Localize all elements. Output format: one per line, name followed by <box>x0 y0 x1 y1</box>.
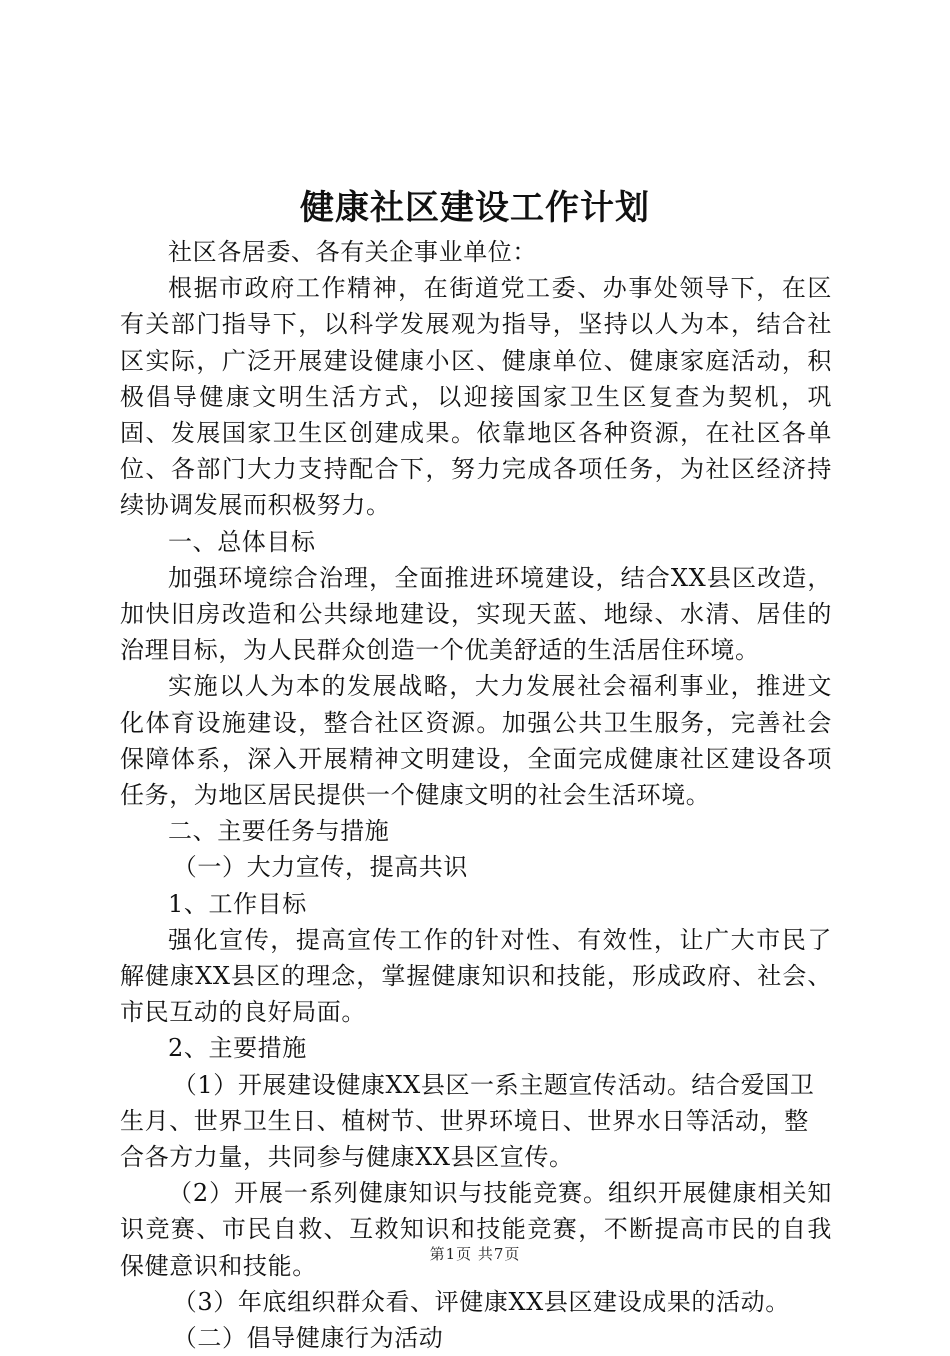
document-body <box>120 234 832 1356</box>
paragraph-intro: 根据市政府工作精神，在街道党工委、办事处领导下，在区有关部门指导下，以科学发展观为指导，坚持以人为本，结合社区实际，广泛开展建设健康小区、健康单位、健康家庭活动，积极倡导健康文明生活方式，以迎接国家卫生区复查为契机，巩固、发展国家卫生区创建成果。依靠地区各种资源，在社区各单位、各部门大力支持配合下，努力完成各项任务，为社区经济持续协调发展而积极努力。 <box>120 274 832 520</box>
paragraph-goals-people: 实施以人为本的发展战略，大力发展社会福利事业，推进文化体育设施建设，整合社区资源。加强公共卫生服务，完善社会保障体系，深入开展精神文明建设，全面完成健康社区建设各项任务，为地区居民提供一个健康文明的社会生活环境。 <box>120 672 832 810</box>
paragraph-goals-environment: 加强环境综合治理，全面推进环境建设，结合XX县区改造，加快旧房改造和公共绿地建设，实现天蓝、地绿、水清、居佳的治理目标，为人民群众创造一个优美舒适的生活居住环境。 <box>120 563 832 665</box>
subsection-heading-behavior: （二）倡导健康行为活动 <box>172 1324 444 1353</box>
document-title: 健康社区建设工作计划 <box>300 188 650 228</box>
paragraph-publicity-goal: 强化宣传，提高宣传工作的针对性、有效性，让广大市民了解健康XX县区的理念，掌握健康知识和技能，形成政府、社会、市民互动的良好局面。 <box>120 925 832 1027</box>
paragraph-measure-1: （1）开展建设健康XX县区一系主题宣传活动。结合爱国卫生月、世界卫生日、植树节、世界环境日、世界水日等活动，整合各方力量，共同参与健康XX县区宣传。 <box>120 1070 815 1172</box>
item-heading-work-goal: 1、工作目标 <box>168 889 307 918</box>
salutation: 社区各居委、各有关企事业单位： <box>168 238 537 266</box>
item-heading-measures: 2、主要措施 <box>168 1034 307 1063</box>
paragraph-measure-3: （3）年底组织群众看、评健康XX县区建设成果的活动。 <box>172 1287 790 1316</box>
paragraph-measure-2: （2）开展一系列健康知识与技能竞赛。组织开展健康相关知识竞赛、市民自救、互救知识和技能竞赛，不断提高市民的自我保健意识和技能。 <box>120 1179 832 1280</box>
page-number-footer: 第1页 共7页 <box>429 1245 521 1263</box>
section-heading-goals: 一、总体目标 <box>168 527 316 556</box>
section-heading-tasks: 二、主要任务与措施 <box>168 817 390 846</box>
subsection-heading-publicity: （一）大力宣传，提高共识 <box>172 853 468 882</box>
